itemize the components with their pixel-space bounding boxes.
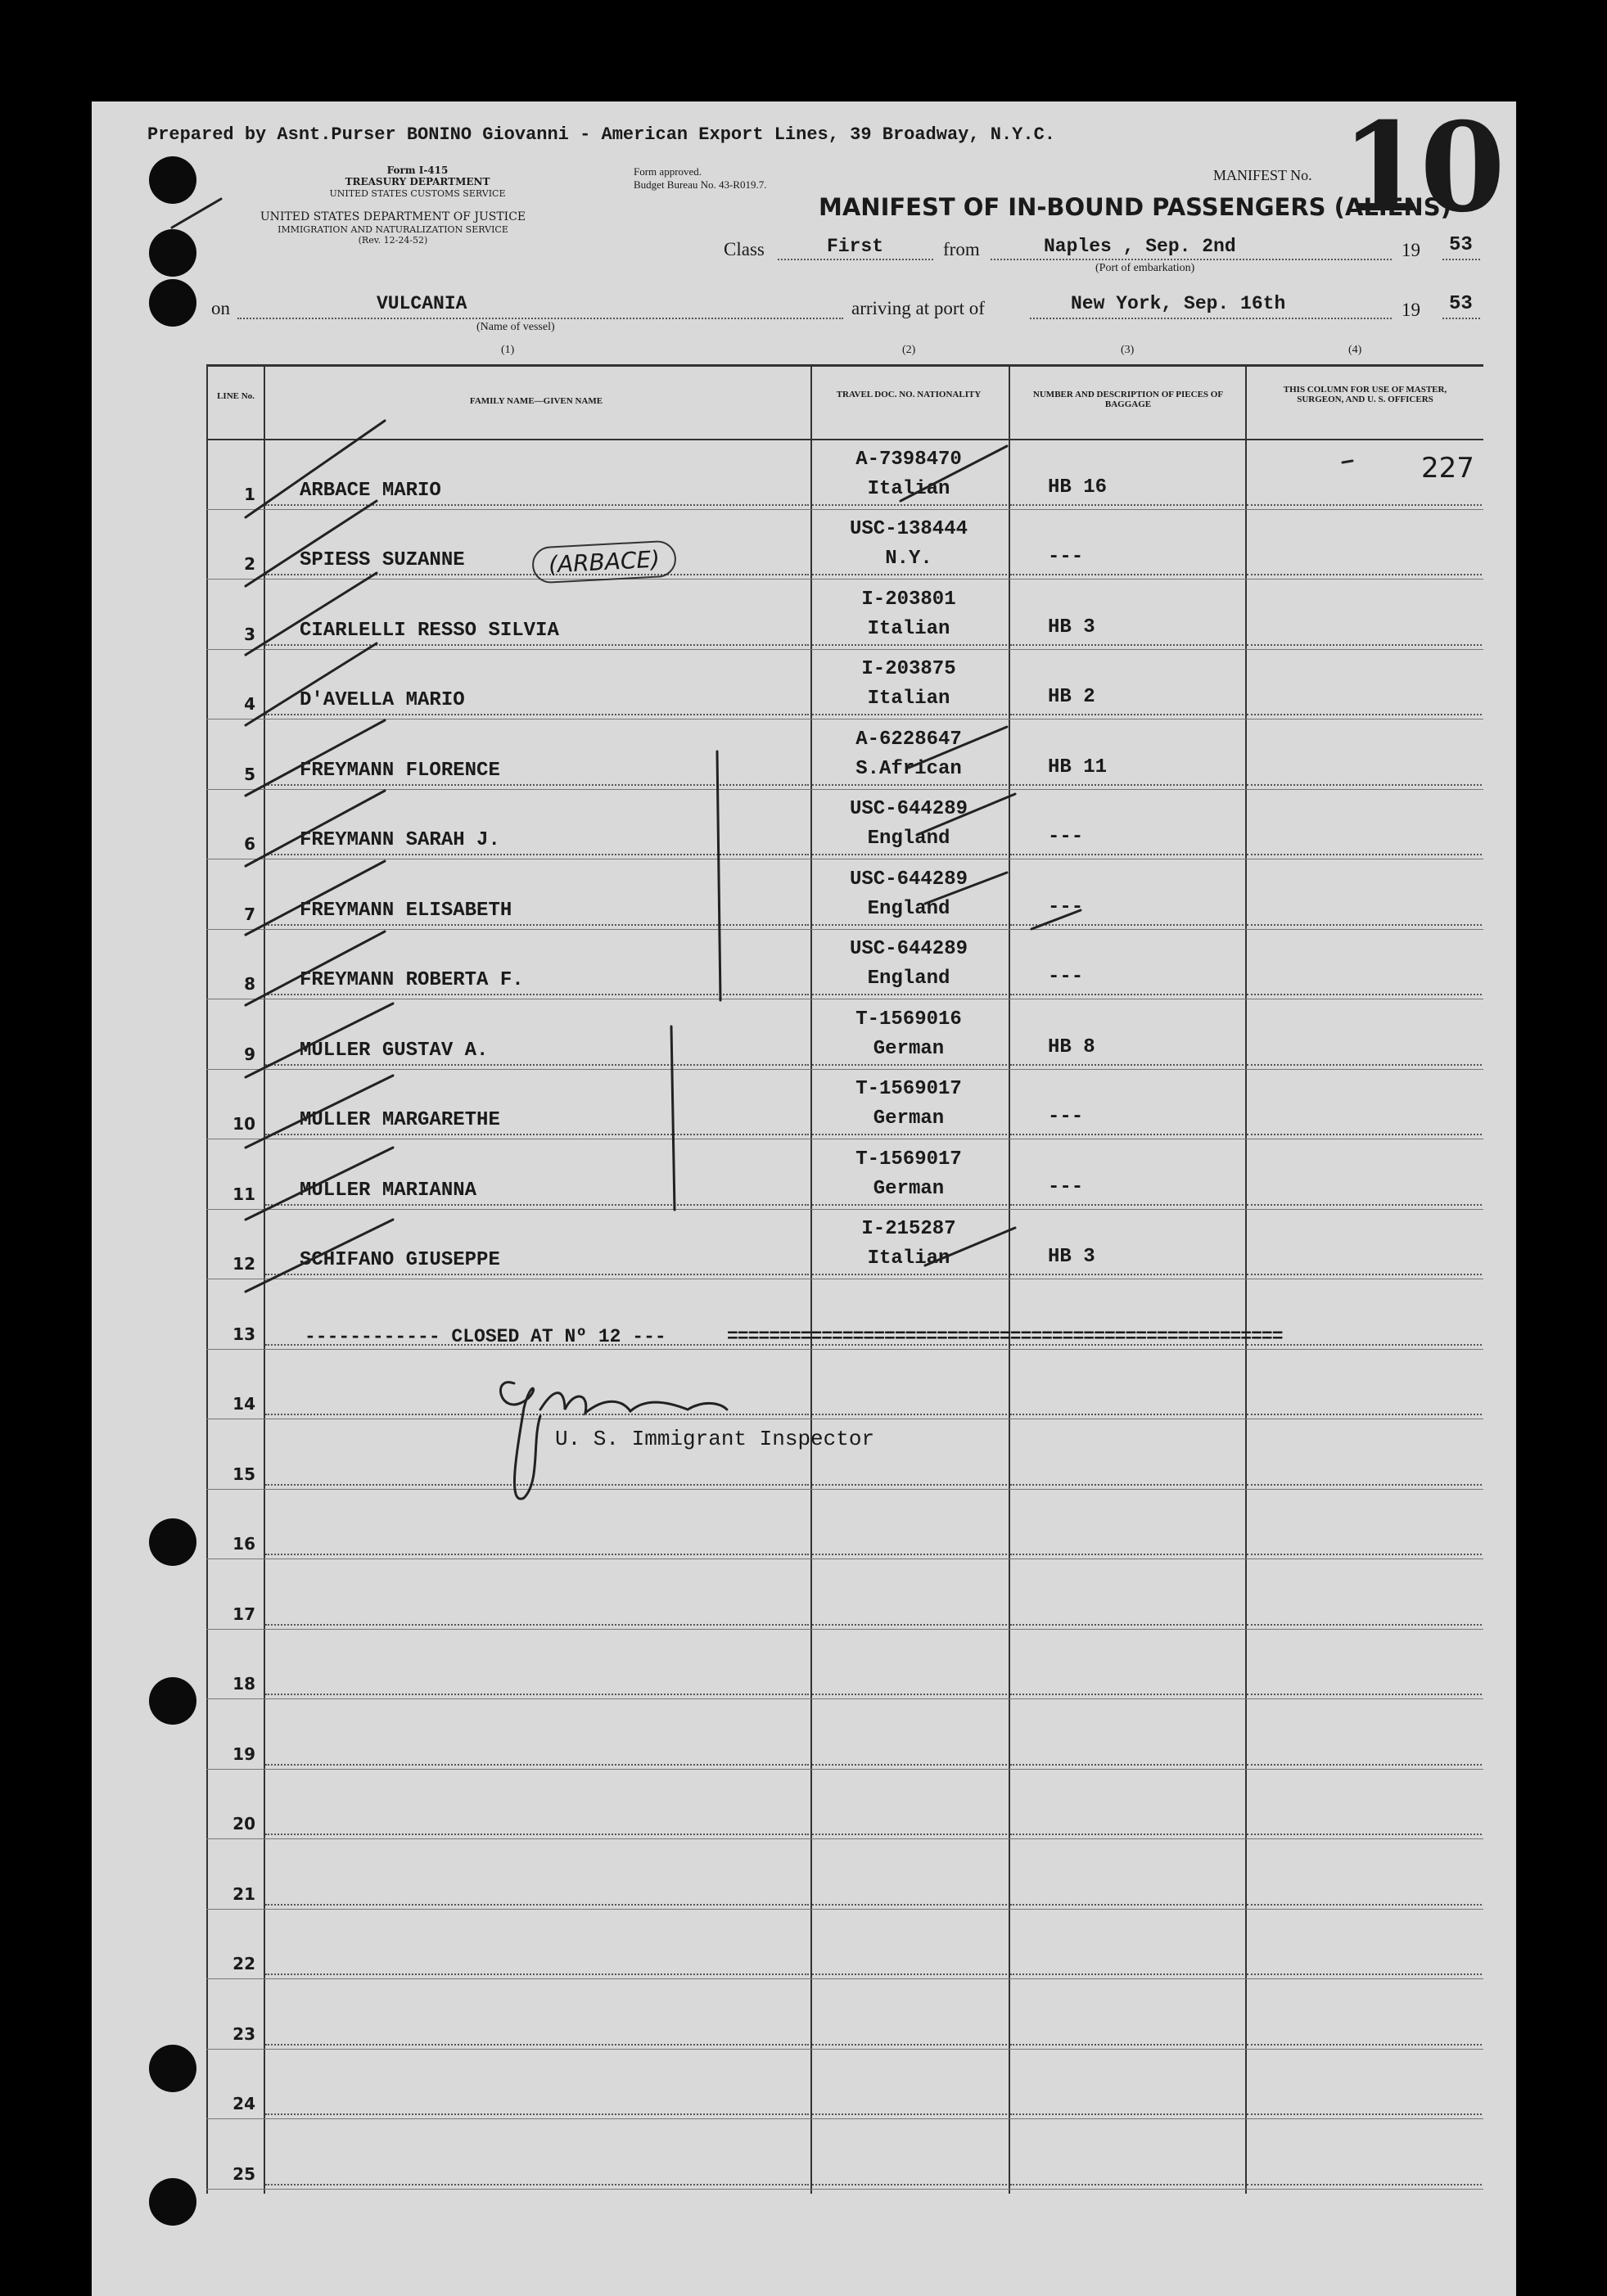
arriving-label: arriving at port of: [851, 298, 985, 318]
form-approved: Form approved.: [634, 165, 702, 178]
line-number: 18: [232, 1674, 255, 1694]
passenger-name: MULLER GUSTAV A.: [300, 1040, 489, 1062]
travel-doc-number: A-7398470: [855, 449, 962, 471]
line-number: 1: [244, 485, 255, 504]
vessel-name: VULCANIA: [377, 293, 467, 314]
manifest-number: 10: [1341, 96, 1499, 240]
line-number: 5: [244, 765, 255, 784]
inspector-title: U. S. Immigrant Inspector: [555, 1427, 875, 1451]
passenger-name: SCHIFANO GIUSEPPE: [300, 1249, 500, 1271]
travel-doc-number: USC-644289: [849, 868, 968, 891]
travel-doc-number: USC-644289: [849, 798, 968, 820]
line-number: 7: [244, 904, 255, 924]
baggage-description: ---: [1048, 896, 1084, 918]
travel-doc-number: I-203801: [861, 589, 956, 611]
passenger-name: FREYMANN ROBERTA F.: [300, 969, 524, 991]
budget-bureau: Budget Bureau No. 43-R019.7.: [634, 178, 767, 191]
travel-doc-number: T-1569017: [855, 1078, 962, 1100]
travel-doc-number: I-215287: [861, 1218, 956, 1240]
year-prefix: 19: [1402, 240, 1420, 260]
manifest-no-label: MANIFEST No.: [1213, 167, 1312, 183]
col-header-baggage: NUMBER AND DESCRIPTION OF PIECES OF BAGGAGE: [1032, 390, 1224, 409]
passenger-name: FREYMANN SARAH J.: [300, 829, 500, 851]
handwritten-note: (ARBACE): [531, 539, 677, 584]
col-header-name: FAMILY NAME—GIVEN NAME: [469, 396, 603, 406]
baggage-description: ---: [1048, 1176, 1084, 1198]
line-number: 6: [244, 834, 255, 854]
line-number: 2: [244, 554, 255, 574]
baggage-description: HB 2: [1048, 686, 1095, 708]
passenger-name: MULLER MARIANNA: [300, 1180, 477, 1202]
line-number: 23: [232, 2024, 255, 2044]
baggage-description: ---: [1048, 966, 1084, 988]
passenger-name: ARBACE MARIO: [300, 480, 441, 502]
on-label: on: [211, 298, 230, 318]
baggage-description: ---: [1048, 1106, 1084, 1128]
baggage-description: HB 3: [1048, 616, 1095, 638]
form-number: Form I-415: [386, 165, 449, 176]
line-number: 17: [232, 1604, 255, 1624]
line-number: 25: [232, 2164, 255, 2184]
travel-doc-number: USC-138444: [849, 518, 968, 540]
nationality: England: [867, 898, 950, 920]
nationality: England: [867, 968, 950, 990]
arrival-port: New York, Sep. 16th: [1071, 293, 1286, 314]
passenger-name: FREYMANN FLORENCE: [300, 760, 500, 782]
line-number: 22: [232, 1954, 255, 1973]
col-header-doc: TRAVEL DOC. NO. NATIONALITY: [836, 390, 982, 399]
nationality: Italian: [867, 1247, 950, 1270]
passenger-name: D'AVELLA MARIO: [300, 689, 465, 711]
year-value: 53: [1449, 293, 1473, 315]
line-number: 11: [232, 1184, 255, 1204]
nationality: German: [873, 1107, 945, 1130]
col-header-line-no: LINE No.: [217, 391, 255, 401]
line-number: 20: [232, 1814, 255, 1834]
travel-doc-number: USC-644289: [849, 938, 968, 960]
passenger-name: CIARLELLI RESSO SILVIA: [300, 620, 559, 642]
customs-service: UNITED STATES CUSTOMS SERVICE: [329, 188, 506, 199]
line-number: 8: [244, 974, 255, 994]
officer-note: 227: [1421, 452, 1474, 485]
port-embarkation-caption: (Port of embarkation): [1095, 262, 1195, 274]
line-number: 15: [232, 1464, 255, 1484]
nationality: England: [867, 828, 950, 850]
year-prefix: 19: [1402, 300, 1420, 320]
passenger-name: SPIESS SUZANNE: [300, 549, 465, 571]
closed-dashes: =====================================================: [727, 1326, 1283, 1347]
ins-service: IMMIGRATION AND NATURALIZATION SERVICE: [278, 224, 508, 235]
baggage-description: ---: [1048, 546, 1084, 568]
column-number: (1): [501, 344, 515, 356]
line-number: 24: [232, 2094, 255, 2113]
from-label: from: [943, 239, 980, 259]
nationality: German: [873, 1038, 945, 1060]
nationality: N.Y.: [885, 548, 932, 570]
revision-date: (Rev. 12-24-52): [358, 235, 428, 246]
class-value: First: [827, 236, 884, 257]
line-number: 12: [232, 1254, 255, 1274]
baggage-description: ---: [1048, 826, 1084, 848]
column-number: (3): [1121, 344, 1135, 356]
prepared-by-line: Prepared by Asnt.Purser BONINO Giovanni - American Export Lines, 39 Broadway, N.Y.C.: [147, 124, 1055, 145]
year-value: 53: [1449, 234, 1473, 256]
nationality: German: [873, 1178, 945, 1200]
column-number: (4): [1348, 344, 1362, 356]
passenger-name: MULLER MARGARETHE: [300, 1109, 500, 1131]
travel-doc-number: T-1569017: [855, 1148, 962, 1171]
line-number: 3: [244, 625, 255, 644]
nationality: Italian: [867, 478, 950, 500]
baggage-description: HB 8: [1048, 1036, 1095, 1058]
line-number: 13: [232, 1324, 255, 1344]
baggage-description: HB 11: [1048, 756, 1108, 778]
manifest-title: MANIFEST OF IN-BOUND PASSENGERS (ALIENS): [819, 193, 1451, 221]
column-number: (2): [902, 344, 916, 356]
travel-doc-number: A-6228647: [855, 728, 962, 751]
vessel-caption: (Name of vessel): [476, 321, 555, 333]
class-label: Class: [724, 239, 765, 259]
embarkation-port: Naples , Sep. 2nd: [1044, 236, 1236, 257]
line-number: 16: [232, 1534, 255, 1554]
col-header-officers: THIS COLUMN FOR USE OF MASTER, SURGEON, AND U. S. OFFICERS: [1283, 385, 1447, 404]
line-number: 10: [232, 1114, 255, 1134]
treasury-dept: TREASURY DEPARTMENT: [345, 176, 490, 187]
line-number: 4: [244, 694, 255, 714]
baggage-description: HB 3: [1048, 1246, 1095, 1268]
closed-at-line: ------------ CLOSED AT Nº 12 ---: [305, 1326, 666, 1347]
travel-doc-number: I-203875: [861, 658, 956, 680]
justice-dept: UNITED STATES DEPARTMENT OF JUSTICE: [260, 210, 526, 223]
nationality: Italian: [867, 688, 950, 710]
travel-doc-number: T-1569016: [855, 1008, 962, 1031]
passenger-name: FREYMANN ELISABETH: [300, 900, 512, 922]
baggage-description: HB 16: [1048, 476, 1108, 498]
line-number: 9: [244, 1044, 255, 1064]
nationality: S.African: [855, 758, 962, 780]
line-number: 19: [232, 1744, 255, 1764]
line-number: 14: [232, 1394, 255, 1414]
line-number: 21: [232, 1884, 255, 1904]
nationality: Italian: [867, 618, 950, 640]
